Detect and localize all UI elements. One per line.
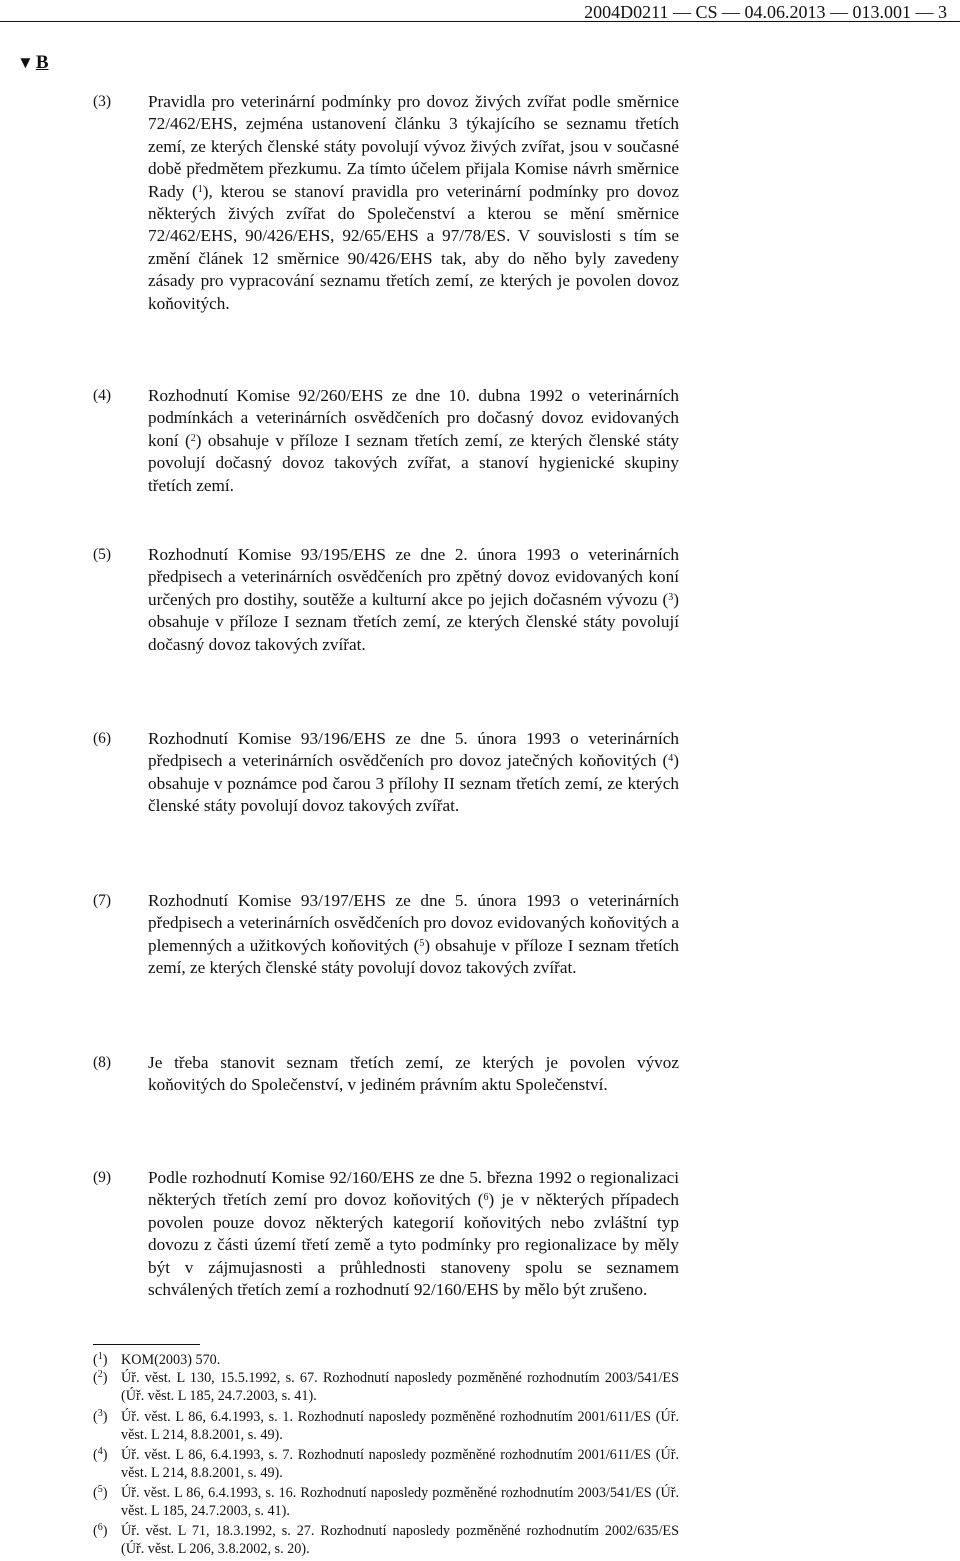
- footnote-3: ($^3$) Úř. věst. L 86, 6.4.1993, s. 1. Rozhodnutí naposledy pozměněné rozhodnutím 2001/611/ES (Úř. věst. L 214, 8.8.2001, s. 49).: [93, 1408, 679, 1444]
- footnote-number: 5: [97, 1484, 103, 1495]
- recital-number: (4): [93, 387, 112, 404]
- recital-number: (9): [93, 1169, 112, 1186]
- footnote-ref[interactable]: 1: [197, 183, 203, 195]
- recital-number: (3): [93, 93, 112, 110]
- recital-number: (5): [93, 546, 112, 563]
- footnote-2: ($^2$) Úř. věst. L 130, 15.5.1992, s. 67. Rozhodnutí naposledy pozměněné rozhodnutím 2003/541/ES (Úř. věst. L 185, 24.7.2003, s. 41).: [93, 1369, 679, 1405]
- footnote-text: KOM(2003) 570.: [121, 1352, 221, 1368]
- footnote-5: ($^5$) Úř. věst. L 86, 6.4.1993, s. 16. Rozhodnutí naposledy pozměněné rozhodnutím 2003/541/ES (Úř. věst. L 185, 24.7.2003, s. 41).: [93, 1484, 679, 1520]
- footnote-text: Úř. věst. L 130, 15.5.1992, s. 67. Rozhodnutí naposledy pozměněné rozhodnutím 2003/541/ES (Úř. věst. L 185, 24.7.2003, s. 41).: [121, 1370, 679, 1405]
- recital-7: [93, 890, 679, 980]
- footnote-6: ($^6$) Úř. věst. L 71, 18.3.1992, s. 27. Rozhodnutí naposledy pozměněné rozhodnutím 2002/635/ES (Úř. věst. L 206, 3.8.2002, s. 20).: [93, 1522, 679, 1558]
- footnote-4: ($^4$) Úř. věst. L 86, 6.4.1993, s. 7. Rozhodnutí naposledy pozměněné rozhodnutím 2001/611/ES (Úř. věst. L 214, 8.8.2001, s. 49).: [93, 1446, 679, 1482]
- recital-text: Podle rozhodnutí Komise 92/160/EHS ze dne 5. března 1992 o regionalizaci některých třetích zemí pro dovoz koňovitých ($^6$) je v některých případech povolen pouze dovoz některých kategorií koňovitých nebo zvláštní typ dovozu z části území třetí země a tyto podmínky pro regionalizace by měly být v zájmujasnosti a průhlednosti stanoveny spolu se seznamem schválených třetích zemí a rozhodnutí 92/160/EHS by mělo být zrušeno.: [148, 1168, 679, 1300]
- footnote-text: Úř. věst. L 86, 6.4.1993, s. 1. Rozhodnutí naposledy pozměněné rozhodnutím 2001/611/ES (Úř. věst. L 214, 8.8.2001, s. 49).: [121, 1409, 679, 1444]
- footnote-number: 6: [97, 1522, 103, 1533]
- recital-5: [93, 544, 679, 656]
- footnote-number: 1: [97, 1351, 103, 1362]
- footnote-text: Úř. věst. L 86, 6.4.1993, s. 7. Rozhodnutí naposledy pozměněné rozhodnutím 2001/611/ES (Úř. věst. L 214, 8.8.2001, s. 49).: [121, 1447, 679, 1482]
- footnote-ref[interactable]: 6: [483, 1192, 489, 1204]
- triangle-down-icon: ▼: [17, 53, 34, 72]
- footnote-number: 2: [97, 1369, 103, 1380]
- recital-9: [93, 1167, 679, 1301]
- recital-number: (6): [93, 730, 112, 747]
- footnote-ref[interactable]: 5: [419, 937, 425, 949]
- recital-text: Pravidla pro veterinární podmínky pro dovoz živých zvířat podle směrnice 72/462/EHS, zejména ustanovení článku 3 týkajícího se seznamu třetích zemí, ze kterých členské státy povolují vývoz živých zvířat, jsou v současné době předmětem přezkumu. Za tímto účelem přijala Komise návrh směrnice Rady ($^1$), kterou se stanoví pravidla pro veterinární podmínky pro dovoz některých živých zvířat do Společenství a kterou se mění směrnice 72/462/EHS, 90/426/EHS, 92/65/EHS a 97/78/ES. V souvislosti s tím se změní článek 12 směrnice 90/426/EHS tak, aby do něho byly zavedeny zásady pro vypracování seznamu třetích zemí, ze kterých je povolen dovoz koňovitých.: [148, 92, 679, 313]
- page-header: [0, 0, 960, 22]
- recital-number: (8): [93, 1054, 112, 1071]
- recital-text: Rozhodnutí Komise 93/196/EHS ze dne 5. února 1993 o veterinárních předpisech a veterinárních osvědčeních pro dovoz jatečných koňovitých ($^4$) obsahuje v poznámce pod čarou 3 přílohy II seznam třetích zemí, ze kterých členské státy povolují dovoz takových zvířat.: [148, 729, 679, 816]
- recital-text: Rozhodnutí Komise 92/260/EHS ze dne 10. dubna 1992 o veterinárních podmínkách a veterinárních osvědčeních pro dočasný dovoz evidovaných koní ($^2$) obsahuje v příloze I seznam třetích zemí, ze kterých členské státy povolují dočasný dovoz takových zvířat, a stanoví hygienické skupiny třetích zemí.: [148, 386, 680, 495]
- footnote-1: ($^1$) KOM(2003) 570.: [93, 1351, 679, 1369]
- footnote-text: Úř. věst. L 71, 18.3.1992, s. 27. Rozhodnutí naposledy pozměněné rozhodnutím 2002/635/ES (Úř. věst. L 206, 3.8.2002, s. 20).: [121, 1523, 679, 1558]
- footnote-number: 4: [97, 1446, 103, 1457]
- marker-label: B: [35, 52, 49, 73]
- recital-text: Rozhodnutí Komise 93/195/EHS ze dne 2. února 1993 o veterinárních předpisech a veterinárních osvědčeních pro zpětný dovoz evidovaných koní určených pro dostihy, soutěže a kulturní akce po jejich dočasném vývozu ($^3$) obsahuje v příloze I seznam třetích zemí, ze kterých členské státy povolují dočasný dovoz takových zvířat.: [148, 545, 679, 654]
- footnote-ref[interactable]: 3: [668, 591, 674, 603]
- recital-3: [93, 91, 679, 315]
- footnote-separator: [93, 1344, 200, 1345]
- recital-4: [93, 385, 679, 497]
- footnote-ref[interactable]: 4: [668, 753, 674, 765]
- recital-6: [93, 728, 679, 818]
- amendment-marker: [17, 52, 49, 74]
- recital-8: [93, 1052, 679, 1097]
- recital-number: (7): [93, 892, 112, 909]
- recital-text: Je třeba stanovit seznam třetích zemí, ze kterých je povolen vývoz koňovitých do Společenství, v jediném právním aktu Společenství.: [148, 1053, 679, 1095]
- footnote-text: Úř. věst. L 86, 6.4.1993, s. 16. Rozhodnutí naposledy pozměněné rozhodnutím 2003/541/ES (Úř. věst. L 185, 24.7.2003, s. 41).: [121, 1485, 679, 1520]
- header-reference: 2004D0211 — CS — 04.06.2013 — 013.001 — 3: [584, 2, 947, 22]
- recital-text: Rozhodnutí Komise 93/197/EHS ze dne 5. února 1993 o veterinárních předpisech a veterinárních osvědčeních pro dovoz evidovaných koňovitých a plemenných a užitkových koňovitých ($^5$) obsahuje v příloze I seznam třetích zemí, ze kterých členské státy povolují dovoz takových zvířat.: [148, 891, 680, 978]
- header-rule: [0, 21, 960, 22]
- footnote-number: 3: [97, 1408, 103, 1419]
- footnote-ref[interactable]: 2: [190, 432, 196, 444]
